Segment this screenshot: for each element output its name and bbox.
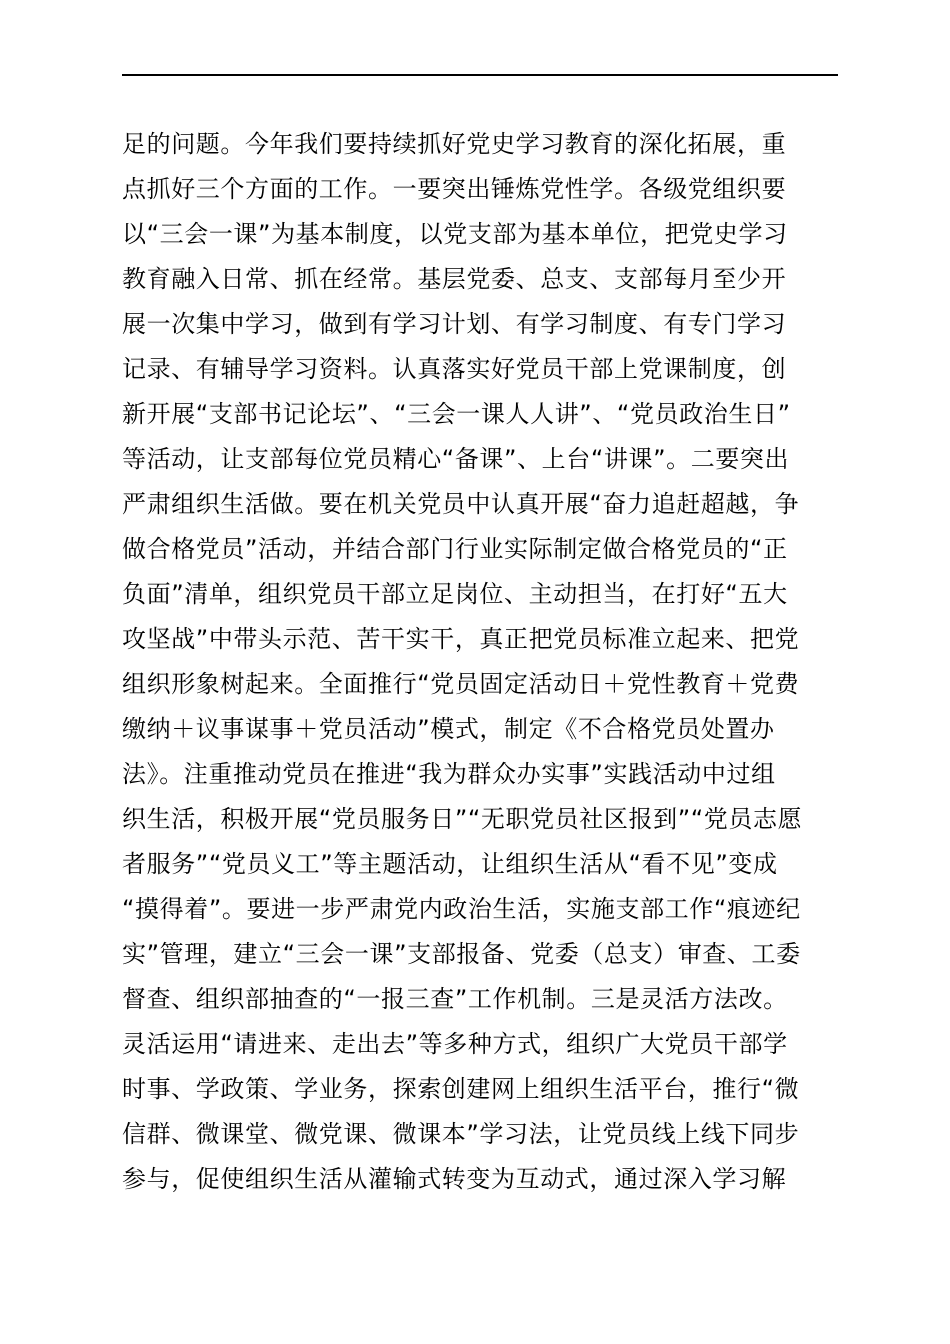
text-line: 教育融入日常、抓在经常。基层党委、总支、支部每月至少开 [122,265,787,293]
header-rule [122,74,838,76]
text-line: 严肃组织生活做。要在机关党员中认真开展“奋力追赶超越，争 [122,490,800,518]
text-line: 负面”清单，组织党员干部立足岗位、主动担当，在打好“五大 [122,580,788,608]
text-line: 展一次集中学习，做到有学习计划、有学习制度、有专门学习 [122,310,787,338]
text-line: 时事、学政策、学业务，探索创建网上组织生活平台，推行“微 [122,1075,800,1103]
text-line: 法》。注重推动党员在推进“我为群众办实事”实践活动中过组 [122,760,776,788]
text-line: 足的问题。今年我们要持续抓好党史学习教育的深化拓展，重 [122,130,787,158]
text-line: 织生活，积极开展“党员服务日”“无职党员社区报到”“党员志愿 [122,805,803,833]
text-line: 缴纳＋议事谋事＋党员活动”模式，制定《不合格党员处置办 [122,715,775,743]
text-line: 做合格党员”活动，并结合部门行业实际制定做合格党员的“正 [122,535,788,563]
text-line: 组织形象树起来。全面推行“党员固定活动日＋党性教育＋党费 [122,670,800,698]
text-line: 信群、微课堂、微党课、微课本”学习法，让党员线上线下同步 [122,1120,800,1148]
text-line: 等活动，让支部每位党员精心“备课”、上台“讲课”。二要突出 [122,445,790,473]
body-paragraph [122,122,842,1202]
text-line: 攻坚战”中带头示范、苦干实干，真正把党员标准立起来、把党 [122,625,800,653]
text-line: 以“三会一课”为基本制度，以党支部为基本单位，把党史学习 [122,220,788,248]
text-line: 实”管理，建立“三会一课”支部报备、党委（总支）审查、工委 [122,940,801,968]
text-line: “摸得着”。要进一步严肃党内政治生活，实施支部工作“痕迹纪 [122,895,801,923]
text-line: 新开展“支部书记论坛”、“三会一课人人讲”、“党员政治生日” [122,400,791,428]
text-line: 参与，促使组织生活从灌输式转变为互动式，通过深入学习解 [122,1165,787,1193]
text-line: 者服务”“党员义工”等主题活动，让组织生活从“看不见”变成 [122,850,778,878]
text-line: 记录、有辅导学习资料。认真落实好党员干部上党课制度，创 [122,355,787,383]
text-line: 点抓好三个方面的工作。一要突出锤炼党性学。各级党组织要 [122,175,787,203]
text-line: 督查、组织部抽查的“一报三查”工作机制。三是灵活方法改。 [122,985,788,1013]
text-line: 灵活运用“请进来、走出去”等多种方式，组织广大党员干部学 [122,1030,788,1058]
